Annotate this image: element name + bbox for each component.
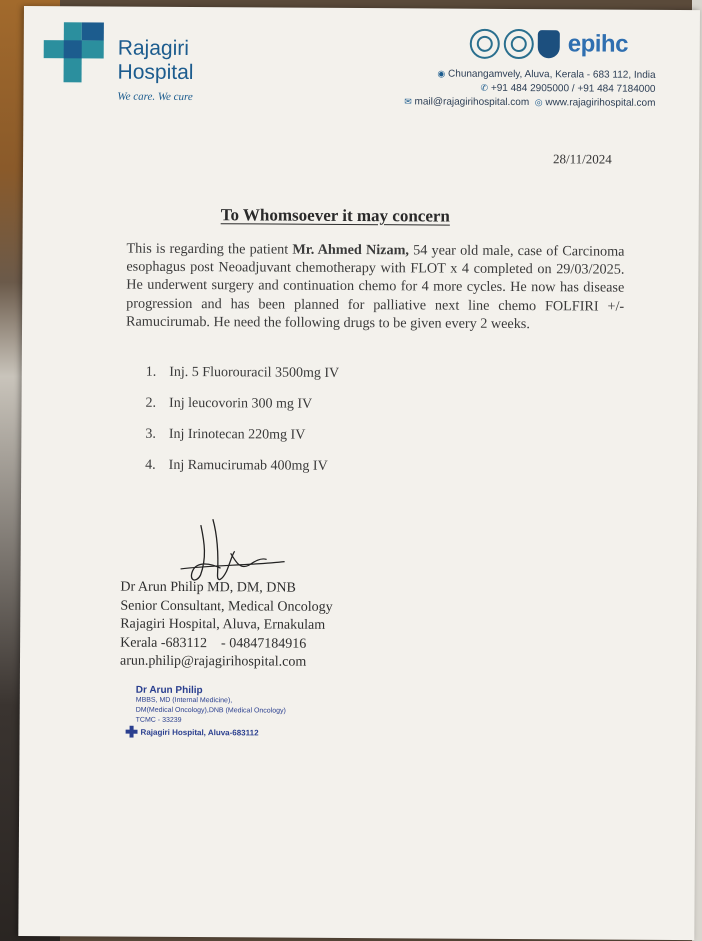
signatory-block	[120, 579, 333, 673]
signatory-name: Dr Arun Philip MD, DM, DNB	[120, 579, 296, 596]
list-item-text: Inj Irinotecan 220mg IV	[168, 426, 306, 443]
accreditation-seal-icon	[470, 29, 500, 59]
address-text: Chunangamvely, Aluva, Kerala - 683 112, India	[448, 68, 656, 81]
list-item-number: 3.	[145, 426, 156, 442]
stamp-name: Dr Arun Philip	[135, 684, 203, 697]
globe-icon: ◎	[534, 97, 543, 108]
shield-icon	[538, 30, 560, 58]
phone-line	[433, 83, 655, 95]
letter-page	[18, 6, 700, 940]
letter-heading: To Whomsoever it may concern	[220, 205, 450, 226]
list-item	[145, 394, 565, 428]
web-line	[323, 96, 655, 109]
hospital-cross-logo-icon	[42, 20, 106, 84]
body-rest: 54 year old male, case of Carcinoma esophagus post Neoadjuvant chemotherapy with FLOT x 4 completed on 29/03/2025. He underwent surgery and continuation chemo for 4 more cycles. He now has disease progression and has been planned for palliative next line chemo FOLFIRI +/- Ramucirumab. He need the following drugs to be given every 2 weeks.	[126, 242, 625, 332]
stamp-hospital	[126, 726, 286, 739]
signatory-title: Senior Consultant, Medical Oncology	[120, 598, 333, 615]
stamp-line3: TCMC - 33239	[135, 716, 182, 724]
hospital-name	[118, 37, 194, 85]
accreditation-badges	[470, 27, 628, 62]
list-item-number: 2.	[145, 395, 157, 411]
location-pin-icon: ◉	[437, 68, 446, 79]
signatory-email: arun.philip@rajagirihospital.com	[119, 653, 307, 671]
list-item	[146, 363, 566, 397]
address-line	[434, 69, 656, 81]
phone-text: +91 484 2905000 / +91 484 7184000	[490, 82, 656, 95]
list-item-number: 1.	[145, 364, 157, 380]
signatory-phone: - 04847184916	[221, 635, 307, 652]
letter-body	[126, 240, 625, 334]
hospital-cross-icon	[126, 726, 138, 738]
stamp-line1: MBBS, MD (Internal Medicine),	[135, 696, 233, 705]
mail-icon: ✉	[404, 96, 412, 107]
list-item	[145, 456, 565, 490]
drug-list	[145, 363, 566, 490]
body-intro: This is regarding the patient	[126, 240, 293, 258]
signatory-hospital: Rajagiri Hospital, Aluva, Ernakulam	[120, 616, 326, 634]
hospital-name-line1: Rajagiri	[117, 36, 190, 61]
hospital-name-line2: Hospital	[117, 60, 194, 85]
signatory-state-pin: Kerala -683112	[120, 635, 208, 651]
patient-name: Mr. Ahmed Nizam,	[292, 241, 410, 259]
list-item-text: Inj Ramucirumab 400mg IV	[168, 457, 328, 474]
list-item	[145, 425, 565, 459]
epihc-brand: epihc	[567, 30, 629, 58]
list-item-text: Inj leucovorin 300 mg IV	[169, 395, 313, 412]
letter-date: 28/11/2024	[553, 151, 612, 167]
stamp-hospital-text: Rajagiri Hospital, Aluva-683112	[140, 727, 259, 737]
nabh-seal-icon	[504, 29, 534, 59]
hospital-tagline: We care. We cure	[117, 90, 193, 104]
phone-icon: ✆	[480, 82, 489, 93]
email-text: mail@rajagirihospital.com	[414, 96, 530, 109]
website-text: www.rajagirihospital.com	[545, 97, 656, 109]
list-item-number: 4.	[145, 457, 156, 473]
doctor-stamp	[126, 685, 286, 739]
stamp-line2: DM(Medical Oncology),DNB (Medical Oncology)	[135, 706, 286, 715]
list-item-text: Inj. 5 Fluorouracil 3500mg IV	[169, 364, 340, 381]
signatory-contact	[120, 634, 332, 654]
